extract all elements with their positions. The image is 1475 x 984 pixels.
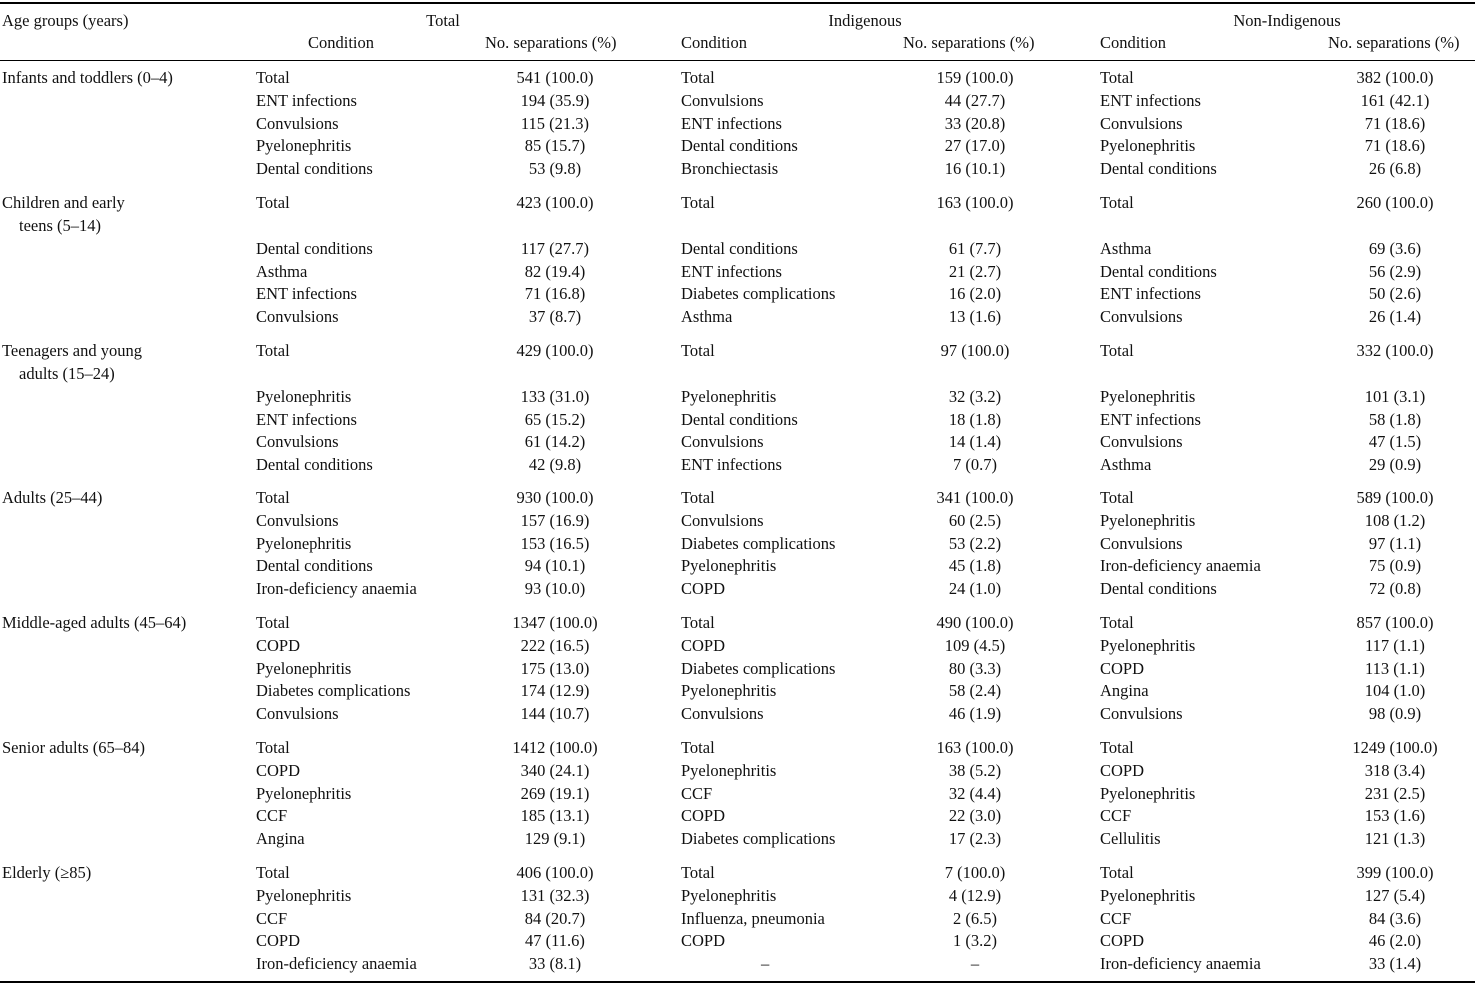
condition-cell-total: CCF: [256, 909, 288, 928]
condition-cell-total: Convulsions: [256, 307, 339, 326]
age-group-label: Teenagers and young: [2, 341, 142, 360]
condition-cell-total: Pyelonephritis: [256, 659, 352, 678]
condition-cell-non-indigenous: Total: [1100, 863, 1134, 882]
condition-cell-indigenous: Total: [681, 863, 715, 882]
separations-cell-indigenous: 44 (27.7): [944, 91, 1006, 110]
separations-cell-total: 94 (10.1): [524, 556, 586, 575]
separations-cell-indigenous: 61 (7.7): [948, 239, 1002, 258]
condition-cell-indigenous: Dental conditions: [681, 410, 798, 429]
separations-cell-non-indigenous: 231 (2.5): [1364, 784, 1426, 803]
separations-cell-total: 115 (21.3): [520, 114, 590, 133]
condition-cell-non-indigenous: CCF: [1100, 909, 1132, 928]
separations-cell-non-indigenous: 153 (1.6): [1364, 806, 1426, 825]
separations-cell-total: 222 (16.5): [520, 636, 590, 655]
condition-cell-total: Pyelonephritis: [256, 387, 352, 406]
condition-cell-indigenous: Influenza, pneumonia: [681, 909, 825, 928]
separations-header-non-indigenous: No. separations (%): [1328, 33, 1460, 52]
separations-cell-total: 185 (13.1): [520, 806, 590, 825]
separations-header-indigenous: No. separations (%): [903, 33, 1035, 52]
separations-cell-total: 157 (16.9): [520, 511, 590, 530]
condition-cell-indigenous: Diabetes complications: [681, 284, 836, 303]
condition-cell-non-indigenous: COPD: [1100, 761, 1145, 780]
condition-cell-indigenous: Pyelonephritis: [681, 681, 777, 700]
separations-cell-indigenous: 4 (12.9): [948, 886, 1002, 905]
age-group-label: Senior adults (65–84): [2, 738, 145, 757]
condition-cell-total: Dental conditions: [256, 239, 373, 258]
condition-cell-indigenous: Total: [681, 341, 715, 360]
separations-cell-non-indigenous: 33 (1.4): [1368, 954, 1422, 973]
separations-cell-indigenous: 16 (2.0): [948, 284, 1002, 303]
condition-cell-total: Angina: [256, 829, 305, 848]
condition-cell-non-indigenous: Total: [1100, 738, 1134, 757]
condition-cell-total: Total: [256, 738, 290, 757]
condition-cell-indigenous: Diabetes complications: [681, 659, 836, 678]
condition-cell-total: Pyelonephritis: [256, 534, 352, 553]
condition-cell-total: Convulsions: [256, 114, 339, 133]
separations-cell-total: 93 (10.0): [524, 579, 586, 598]
age-groups-header: Age groups (years): [2, 11, 129, 30]
separations-cell-total: 84 (20.7): [524, 909, 586, 928]
condition-cell-non-indigenous: Convulsions: [1100, 307, 1183, 326]
group-header-indigenous: Indigenous: [828, 11, 902, 30]
condition-cell-indigenous: ENT infections: [681, 114, 782, 133]
condition-cell-non-indigenous: Cellulitis: [1100, 829, 1161, 848]
separations-cell-total: 61 (14.2): [524, 432, 586, 451]
separations-cell-indigenous: 341 (100.0): [936, 488, 1014, 507]
age-group-label: Elderly (≥85): [2, 863, 92, 882]
separations-cell-total: 53 (9.8): [528, 159, 582, 178]
condition-cell-non-indigenous: Total: [1100, 613, 1134, 632]
separations-cell-total: 82 (19.4): [524, 262, 586, 281]
condition-cell-indigenous: Total: [681, 193, 715, 212]
separations-cell-non-indigenous: 589 (100.0): [1356, 488, 1434, 507]
condition-cell-non-indigenous: ENT infections: [1100, 410, 1201, 429]
condition-cell-non-indigenous: Dental conditions: [1100, 262, 1217, 281]
condition-cell-total: Total: [256, 863, 290, 882]
separations-cell-indigenous: 14 (1.4): [948, 432, 1002, 451]
condition-cell-non-indigenous: ENT infections: [1100, 284, 1201, 303]
condition-cell-indigenous: Pyelonephritis: [681, 556, 777, 575]
condition-cell-indigenous: COPD: [681, 931, 726, 950]
separations-cell-total: 541 (100.0): [516, 68, 594, 87]
separations-cell-total: 269 (19.1): [520, 784, 590, 803]
condition-cell-total: COPD: [256, 636, 301, 655]
condition-cell-indigenous: Total: [681, 613, 715, 632]
condition-cell-non-indigenous: Total: [1100, 341, 1134, 360]
separations-cell-indigenous: 7 (100.0): [944, 863, 1006, 882]
condition-cell-indigenous: Convulsions: [681, 511, 764, 530]
condition-cell-non-indigenous: Total: [1100, 193, 1134, 212]
separations-cell-indigenous: 97 (100.0): [940, 341, 1010, 360]
separations-cell-non-indigenous: 161 (42.1): [1360, 91, 1430, 110]
separations-cell-non-indigenous: 399 (100.0): [1356, 863, 1434, 882]
condition-cell-total: Pyelonephritis: [256, 784, 352, 803]
separations-cell-total: 47 (11.6): [525, 931, 585, 950]
separations-cell-total: 65 (15.2): [524, 410, 586, 429]
condition-cell-total: Dental conditions: [256, 556, 373, 575]
separations-cell-indigenous: 33 (20.8): [944, 114, 1006, 133]
condition-cell-total: Pyelonephritis: [256, 886, 352, 905]
separations-cell-non-indigenous: 98 (0.9): [1368, 704, 1422, 723]
separations-cell-total: 1412 (100.0): [512, 738, 598, 757]
separations-cell-indigenous: 490 (100.0): [936, 613, 1014, 632]
separations-cell-non-indigenous: 71 (18.6): [1364, 136, 1426, 155]
separations-cell-non-indigenous: 104 (1.0): [1364, 681, 1426, 700]
condition-cell-total: Pyelonephritis: [256, 136, 352, 155]
condition-cell-non-indigenous: CCF: [1100, 806, 1132, 825]
condition-cell-indigenous: Total: [681, 738, 715, 757]
separations-cell-total: 133 (31.0): [520, 387, 590, 406]
condition-cell-total: Diabetes complications: [256, 681, 411, 700]
condition-cell-indigenous: Pyelonephritis: [681, 761, 777, 780]
separations-cell-non-indigenous: 50 (2.6): [1368, 284, 1422, 303]
condition-cell-total: COPD: [256, 761, 301, 780]
condition-cell-indigenous: Diabetes complications: [681, 829, 836, 848]
separations-cell-indigenous: 21 (2.7): [948, 262, 1002, 281]
separations-cell-total: 117 (27.7): [520, 239, 590, 258]
header-rule: [0, 60, 1475, 61]
separations-cell-non-indigenous: 46 (2.0): [1368, 931, 1422, 950]
condition-cell-non-indigenous: Dental conditions: [1100, 579, 1217, 598]
separations-cell-non-indigenous: 127 (5.4): [1364, 886, 1426, 905]
separations-cell-non-indigenous: 71 (18.6): [1364, 114, 1426, 133]
separations-cell-non-indigenous: 318 (3.4): [1364, 761, 1426, 780]
condition-header-non-indigenous: Condition: [1100, 33, 1167, 52]
condition-cell-indigenous: Total: [681, 488, 715, 507]
separations-cell-indigenous: 163 (100.0): [936, 193, 1014, 212]
condition-cell-total: ENT infections: [256, 284, 357, 303]
condition-cell-indigenous: –: [761, 954, 770, 973]
condition-cell-non-indigenous: Dental conditions: [1100, 159, 1217, 178]
separations-cell-indigenous: 109 (4.5): [944, 636, 1006, 655]
condition-cell-indigenous: Diabetes complications: [681, 534, 836, 553]
separations-cell-total: 406 (100.0): [516, 863, 594, 882]
separations-cell-indigenous: 22 (3.0): [948, 806, 1002, 825]
condition-cell-non-indigenous: Pyelonephritis: [1100, 511, 1196, 530]
separations-cell-indigenous: 163 (100.0): [936, 738, 1014, 757]
condition-cell-indigenous: CCF: [681, 784, 713, 803]
separations-cell-non-indigenous: 56 (2.9): [1368, 262, 1422, 281]
separations-cell-indigenous: 58 (2.4): [948, 681, 1002, 700]
separations-cell-total: 42 (9.8): [528, 455, 582, 474]
condition-cell-total: Total: [256, 193, 290, 212]
condition-cell-total: COPD: [256, 931, 301, 950]
condition-cell-indigenous: COPD: [681, 636, 726, 655]
condition-cell-non-indigenous: Angina: [1100, 681, 1149, 700]
condition-cell-non-indigenous: Convulsions: [1100, 432, 1183, 451]
separations-cell-total: 37 (8.7): [528, 307, 582, 326]
condition-cell-non-indigenous: Pyelonephritis: [1100, 886, 1196, 905]
condition-cell-indigenous: Bronchiectasis: [681, 159, 779, 178]
condition-cell-total: Asthma: [256, 262, 308, 281]
condition-cell-non-indigenous: Pyelonephritis: [1100, 387, 1196, 406]
separations-cell-total: 33 (8.1): [528, 954, 582, 973]
separations-cell-non-indigenous: 332 (100.0): [1356, 341, 1434, 360]
separations-cell-non-indigenous: 26 (6.8): [1368, 159, 1422, 178]
separations-cell-indigenous: 13 (1.6): [948, 307, 1002, 326]
separations-cell-non-indigenous: 29 (0.9): [1368, 455, 1422, 474]
separations-cell-total: 1347 (100.0): [512, 613, 598, 632]
condition-cell-non-indigenous: COPD: [1100, 659, 1145, 678]
separations-cell-indigenous: –: [970, 954, 980, 973]
separations-cell-total: 175 (13.0): [520, 659, 590, 678]
condition-cell-non-indigenous: Convulsions: [1100, 704, 1183, 723]
separations-cell-non-indigenous: 101 (3.1): [1364, 387, 1426, 406]
separations-cell-non-indigenous: 1249 (100.0): [1352, 738, 1438, 757]
separations-cell-indigenous: 32 (3.2): [948, 387, 1002, 406]
separations-cell-indigenous: 17 (2.3): [948, 829, 1002, 848]
separations-cell-total: 85 (15.7): [524, 136, 586, 155]
condition-cell-total: Iron-deficiency anaemia: [256, 954, 417, 973]
separations-cell-indigenous: 1 (3.2): [953, 931, 997, 950]
condition-cell-non-indigenous: Convulsions: [1100, 114, 1183, 133]
separations-cell-non-indigenous: 72 (0.8): [1368, 579, 1422, 598]
separations-cell-non-indigenous: 84 (3.6): [1368, 909, 1422, 928]
separations-cell-total: 129 (9.1): [524, 829, 586, 848]
separations-cell-non-indigenous: 26 (1.4): [1368, 307, 1422, 326]
separations-cell-non-indigenous: 382 (100.0): [1356, 68, 1434, 87]
separations-cell-indigenous: 32 (4.4): [948, 784, 1002, 803]
condition-cell-indigenous: Pyelonephritis: [681, 387, 777, 406]
condition-cell-total: Dental conditions: [256, 455, 373, 474]
condition-cell-total: Convulsions: [256, 432, 339, 451]
condition-cell-total: Total: [256, 613, 290, 632]
condition-cell-total: Convulsions: [256, 511, 339, 530]
condition-cell-total: ENT infections: [256, 91, 357, 110]
separations-cell-indigenous: 24 (1.0): [948, 579, 1002, 598]
separations-cell-indigenous: 53 (2.2): [948, 534, 1002, 553]
condition-cell-total: Total: [256, 341, 290, 360]
condition-cell-non-indigenous: Pyelonephritis: [1100, 784, 1196, 803]
age-group-label: Children and early: [2, 193, 125, 212]
separations-cell-non-indigenous: 75 (0.9): [1368, 556, 1422, 575]
condition-cell-indigenous: Dental conditions: [681, 239, 798, 258]
condition-cell-total: CCF: [256, 806, 288, 825]
separations-cell-indigenous: 2 (6.5): [953, 909, 997, 928]
separations-header-total: No. separations (%): [485, 33, 617, 52]
condition-cell-non-indigenous: Convulsions: [1100, 534, 1183, 553]
condition-cell-total: ENT infections: [256, 410, 357, 429]
separations-cell-indigenous: 38 (5.2): [948, 761, 1002, 780]
condition-cell-indigenous: Convulsions: [681, 91, 764, 110]
condition-cell-non-indigenous: ENT infections: [1100, 91, 1201, 110]
condition-cell-indigenous: ENT infections: [681, 262, 782, 281]
condition-cell-non-indigenous: Asthma: [1100, 455, 1152, 474]
condition-cell-non-indigenous: Asthma: [1100, 239, 1152, 258]
separations-cell-non-indigenous: 113 (1.1): [1365, 659, 1425, 678]
condition-cell-non-indigenous: Total: [1100, 68, 1134, 87]
condition-cell-indigenous: Asthma: [681, 307, 733, 326]
separations-cell-total: 153 (16.5): [520, 534, 590, 553]
condition-cell-indigenous: ENT infections: [681, 455, 782, 474]
age-group-label: Infants and toddlers (0–4): [2, 68, 173, 87]
group-header-non-indigenous: Non-Indigenous: [1233, 11, 1341, 30]
separations-cell-non-indigenous: 857 (100.0): [1356, 613, 1434, 632]
separations-cell-total: 340 (24.1): [520, 761, 590, 780]
age-group-label: Adults (25–44): [2, 488, 103, 507]
separations-cell-total: 423 (100.0): [516, 193, 594, 212]
separations-cell-indigenous: 45 (1.8): [948, 556, 1002, 575]
separations-cell-non-indigenous: 47 (1.5): [1368, 432, 1422, 451]
condition-cell-total: Total: [256, 488, 290, 507]
separations-cell-total: 194 (35.9): [520, 91, 590, 110]
condition-cell-non-indigenous: COPD: [1100, 931, 1145, 950]
age-group-label: adults (15–24): [19, 364, 115, 383]
condition-cell-non-indigenous: Total: [1100, 488, 1134, 507]
condition-cell-indigenous: COPD: [681, 806, 726, 825]
separations-cell-total: 144 (10.7): [520, 704, 590, 723]
condition-cell-total: Total: [256, 68, 290, 87]
condition-cell-total: Convulsions: [256, 704, 339, 723]
condition-cell-non-indigenous: Iron-deficiency anaemia: [1100, 556, 1261, 575]
separations-cell-non-indigenous: 260 (100.0): [1356, 193, 1434, 212]
separations-cell-total: 174 (12.9): [520, 681, 590, 700]
condition-header-indigenous: Condition: [681, 33, 748, 52]
separations-cell-total: 71 (16.8): [524, 284, 586, 303]
separations-cell-indigenous: 46 (1.9): [948, 704, 1002, 723]
condition-cell-indigenous: Convulsions: [681, 432, 764, 451]
condition-cell-total: Dental conditions: [256, 159, 373, 178]
condition-cell-indigenous: Pyelonephritis: [681, 886, 777, 905]
age-group-label: Middle-aged adults (45–64): [2, 613, 187, 632]
condition-cell-indigenous: Convulsions: [681, 704, 764, 723]
age-group-label: teens (5–14): [19, 216, 102, 235]
separations-cell-non-indigenous: 121 (1.3): [1364, 829, 1426, 848]
separations-cell-indigenous: 60 (2.5): [948, 511, 1002, 530]
condition-header-total: Condition: [308, 33, 375, 52]
condition-cell-non-indigenous: Iron-deficiency anaemia: [1100, 954, 1261, 973]
separations-cell-indigenous: 18 (1.8): [948, 410, 1002, 429]
separations-cell-non-indigenous: 58 (1.8): [1368, 410, 1422, 429]
separations-cell-indigenous: 159 (100.0): [936, 68, 1014, 87]
condition-cell-indigenous: Total: [681, 68, 715, 87]
bottom-rule: [0, 981, 1475, 983]
separations-cell-non-indigenous: 108 (1.2): [1364, 511, 1426, 530]
condition-cell-indigenous: Dental conditions: [681, 136, 798, 155]
top-rule: [0, 2, 1475, 4]
separations-cell-total: 429 (100.0): [516, 341, 594, 360]
separations-cell-non-indigenous: 117 (1.1): [1365, 636, 1425, 655]
separations-cell-total: 131 (32.3): [520, 886, 590, 905]
condition-cell-non-indigenous: Pyelonephritis: [1100, 636, 1196, 655]
condition-cell-total: Iron-deficiency anaemia: [256, 579, 417, 598]
separations-cell-indigenous: 27 (17.0): [944, 136, 1006, 155]
condition-cell-indigenous: COPD: [681, 579, 726, 598]
separations-cell-total: 930 (100.0): [516, 488, 594, 507]
separations-cell-indigenous: 16 (10.1): [944, 159, 1006, 178]
group-header-total: Total: [426, 11, 460, 30]
separations-cell-non-indigenous: 97 (1.1): [1368, 534, 1422, 553]
separations-cell-indigenous: 80 (3.3): [948, 659, 1002, 678]
condition-cell-non-indigenous: Pyelonephritis: [1100, 136, 1196, 155]
separations-cell-non-indigenous: 69 (3.6): [1368, 239, 1422, 258]
separations-cell-indigenous: 7 (0.7): [953, 455, 997, 474]
